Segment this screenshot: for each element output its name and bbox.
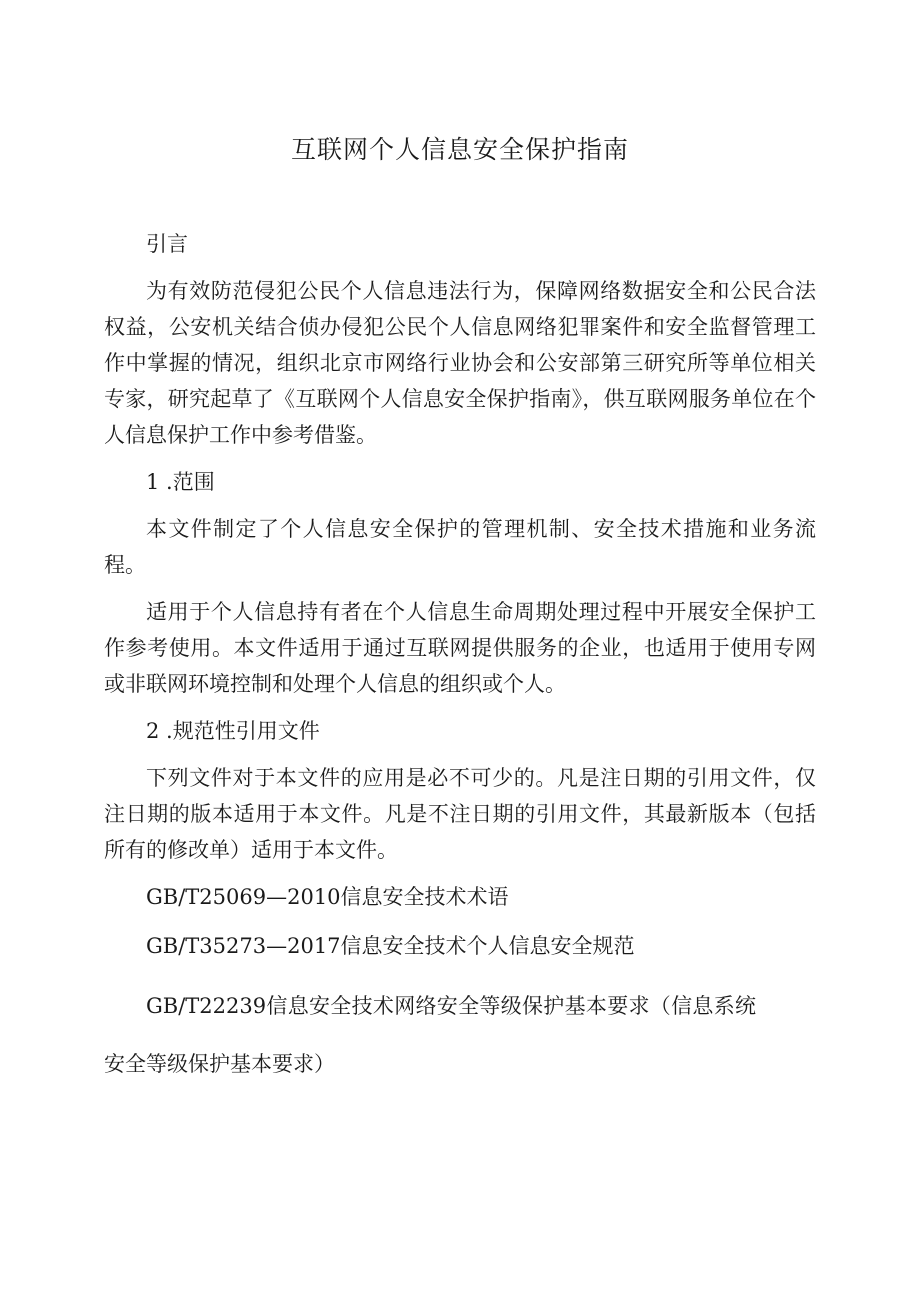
paragraph-normative-references: 下列文件对于本文件的应用是必不可少的。凡是注日期的引用文件，仅注日期的版本适用于本文件。凡是不注日期的引用文件，其最新版本（包括所有的修改单）适用于本文件。: [104, 766, 816, 862]
section-heading-introduction: 引言: [146, 232, 188, 256]
document-body: [104, 226, 816, 1104]
paragraph-introduction: 为有效防范侵犯公民个人信息违法行为，保障网络数据安全和公民合法权益，公安机关结合侦办侵犯公民个人信息网络犯罪案件和安全监督管理工作中掌握的情况，组织北京市网络行业协会和公安部第三研究所等单位相关专家，研究起草了《互联网个人信息安全保护指南》，供互联网服务单位在个人信息保护工作中参考借鉴。: [104, 279, 816, 447]
reference-item: GB/T25069—2010信息安全技术术语: [146, 885, 509, 909]
section-heading-scope: 1 .范围: [146, 470, 215, 494]
document-title: 互联网个人信息安全保护指南: [290, 135, 629, 164]
paragraph-scope-2: 适用于个人信息持有者在个人信息生命周期处理过程中开展安全保护工作参考使用。本文件适用于通过互联网提供服务的企业，也适用于使用专网或非联网环境控制和处理个人信息的组织或个人。: [104, 600, 816, 696]
reference-item: GB/T22239信息安全技术网络安全等级保护基本要求（信息系统安全等级保护基本要求）: [104, 994, 756, 1076]
section-heading-normative-references: 2 .规范性引用文件: [146, 719, 320, 743]
paragraph-scope-1: 本文件制定了个人信息安全保护的管理机制、安全技术措施和业务流程。: [104, 517, 816, 577]
reference-item: GB/T35273—2017信息安全技术个人信息安全规范: [146, 934, 635, 958]
